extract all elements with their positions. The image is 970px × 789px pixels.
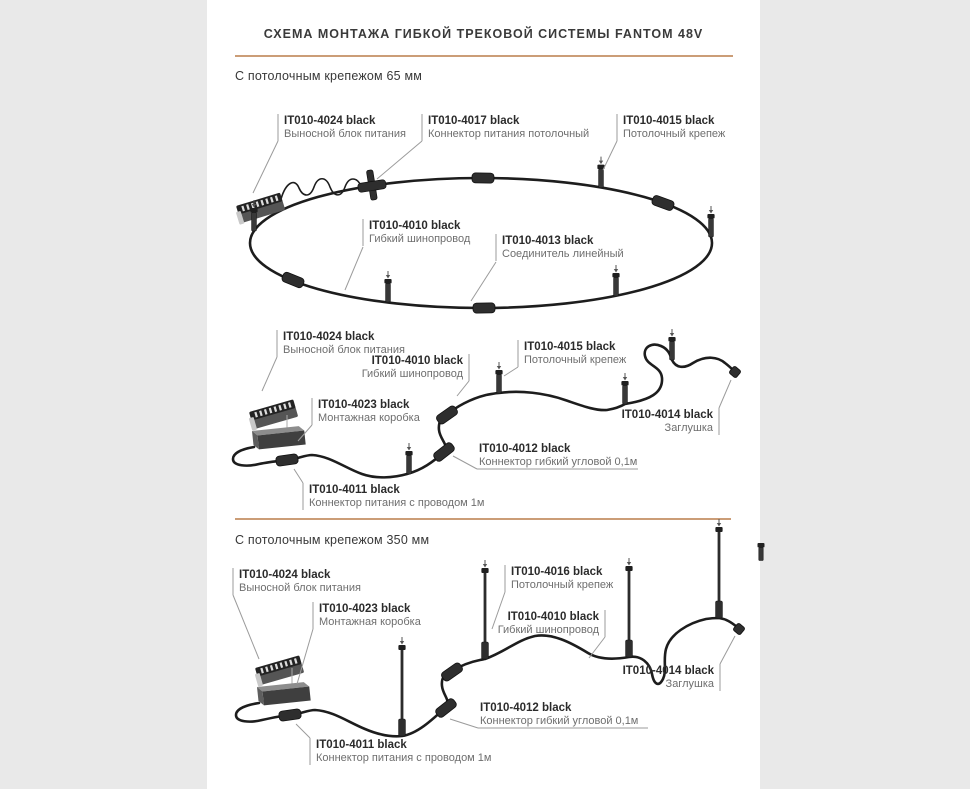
label-name: Потолочный крепеж [524, 354, 627, 366]
ceiling-mount-65 [668, 329, 675, 360]
ceiling-mount-65 [621, 373, 628, 404]
label-name: Коннектор питания с проводом 1м [316, 752, 492, 764]
mounting-box [252, 426, 306, 450]
label-name: Выносной блок питания [283, 344, 405, 356]
corner-connector [435, 405, 459, 426]
label-name: Соединитель линейный [502, 248, 624, 260]
label-name: Коннектор гибкий угловой 0,1м [480, 715, 639, 727]
ceiling-mount-350 [481, 560, 488, 659]
power-supply-unit [253, 655, 304, 686]
ceiling-mount-350 [625, 558, 632, 657]
power-feed-connector [278, 709, 301, 722]
diagram-wave-65mm [233, 329, 741, 510]
label-end-cap [623, 636, 735, 691]
label-part: IT010-4023 black [318, 399, 410, 411]
section2-heading: С потолочным крепежом 350 мм [235, 533, 430, 547]
label-name: Коннектор гибкий угловой 0,1м [479, 456, 638, 468]
ceiling-mount-65 [405, 443, 412, 474]
label-part: IT010-4010 black [371, 355, 463, 367]
ceiling-mount-65 [384, 271, 391, 302]
label-part: IT010-4015 black [524, 341, 616, 353]
label-name: Потолочный крепеж [623, 128, 726, 140]
label-part: IT010-4010 black [507, 611, 599, 623]
diagram-ring-65mm [234, 114, 726, 313]
label-power-feed-connector [294, 469, 484, 510]
power-supply-unit [247, 399, 298, 430]
ceiling-mount-65 [597, 157, 604, 188]
label-ceiling-mount [504, 340, 627, 376]
stray-ceiling-mount-fragment [758, 543, 765, 561]
label-name: Выносной блок питания [239, 582, 361, 594]
label-flex-track [345, 219, 471, 290]
diagram-wave-350mm [233, 519, 745, 765]
label-part: IT010-4016 black [511, 566, 603, 578]
label-corner-connector [453, 443, 638, 469]
power-supply-unit [234, 193, 285, 225]
label-name: Гибкий шинопровод [361, 368, 463, 380]
label-ceiling-power-connector [377, 114, 589, 179]
label-name: Коннектор питания с проводом 1м [309, 497, 485, 509]
page-title: СХЕМА МОНТАЖА ГИБКОЙ ТРЕКОВОЙ СИСТЕМЫ FANTOM 48V [263, 27, 704, 41]
ceiling-mount-65 [707, 206, 714, 237]
ceiling-mount-65 [495, 362, 502, 393]
label-part: IT010-4010 black [369, 220, 461, 232]
label-part: IT010-4024 black [283, 331, 375, 343]
label-part: IT010-4023 black [319, 603, 411, 615]
label-name: Монтажная коробка [319, 616, 421, 628]
label-part: IT010-4011 black [309, 484, 400, 496]
label-name: Заглушка [665, 678, 714, 690]
label-part: IT010-4012 black [479, 443, 571, 455]
label-part: IT010-4024 black [239, 569, 331, 581]
label-end-cap [622, 380, 731, 435]
ceiling-mount-350 [715, 519, 722, 618]
label-name: Выносной блок питания [284, 128, 406, 140]
label-name: Потолочный крепеж [511, 579, 614, 591]
label-part: IT010-4013 black [502, 235, 594, 247]
linear-connector [281, 271, 305, 289]
label-name: Монтажная коробка [318, 412, 420, 424]
label-linear-connector [471, 234, 624, 301]
label-part: IT010-4011 black [316, 739, 407, 751]
label-power-feed-connector [296, 724, 491, 765]
label-part: IT010-4017 black [428, 115, 520, 127]
label-mounting-box [298, 398, 421, 441]
label-part: IT010-4015 black [623, 115, 715, 127]
power-feed-connector [275, 454, 298, 467]
flexible-track-ring [250, 178, 712, 308]
label-part: IT010-4024 black [284, 115, 376, 127]
section1-heading: С потолочным крепежом 65 мм [235, 69, 423, 83]
linear-connector [651, 195, 675, 212]
label-name: Коннектор питания потолочный [428, 128, 590, 140]
label-corner-connector [450, 702, 648, 728]
linear-connector [472, 173, 494, 183]
label-ceiling-mount [603, 114, 726, 170]
label-flex-track [362, 354, 469, 396]
corner-connector [440, 662, 464, 683]
linear-connector [473, 303, 495, 313]
label-flex-track [498, 610, 605, 658]
label-name: Гибкий шинопровод [497, 624, 599, 636]
label-part: IT010-4012 black [480, 702, 572, 714]
label-part: IT010-4014 black [622, 665, 714, 677]
mounting-box [257, 682, 311, 706]
ceiling-power-connector [356, 168, 388, 202]
label-part: IT010-4014 black [621, 409, 713, 421]
label-name: Гибкий шинопровод [369, 233, 471, 245]
label-name: Заглушка [664, 422, 713, 434]
ceiling-mount-65 [612, 265, 619, 296]
ceiling-mount-350 [398, 637, 405, 736]
